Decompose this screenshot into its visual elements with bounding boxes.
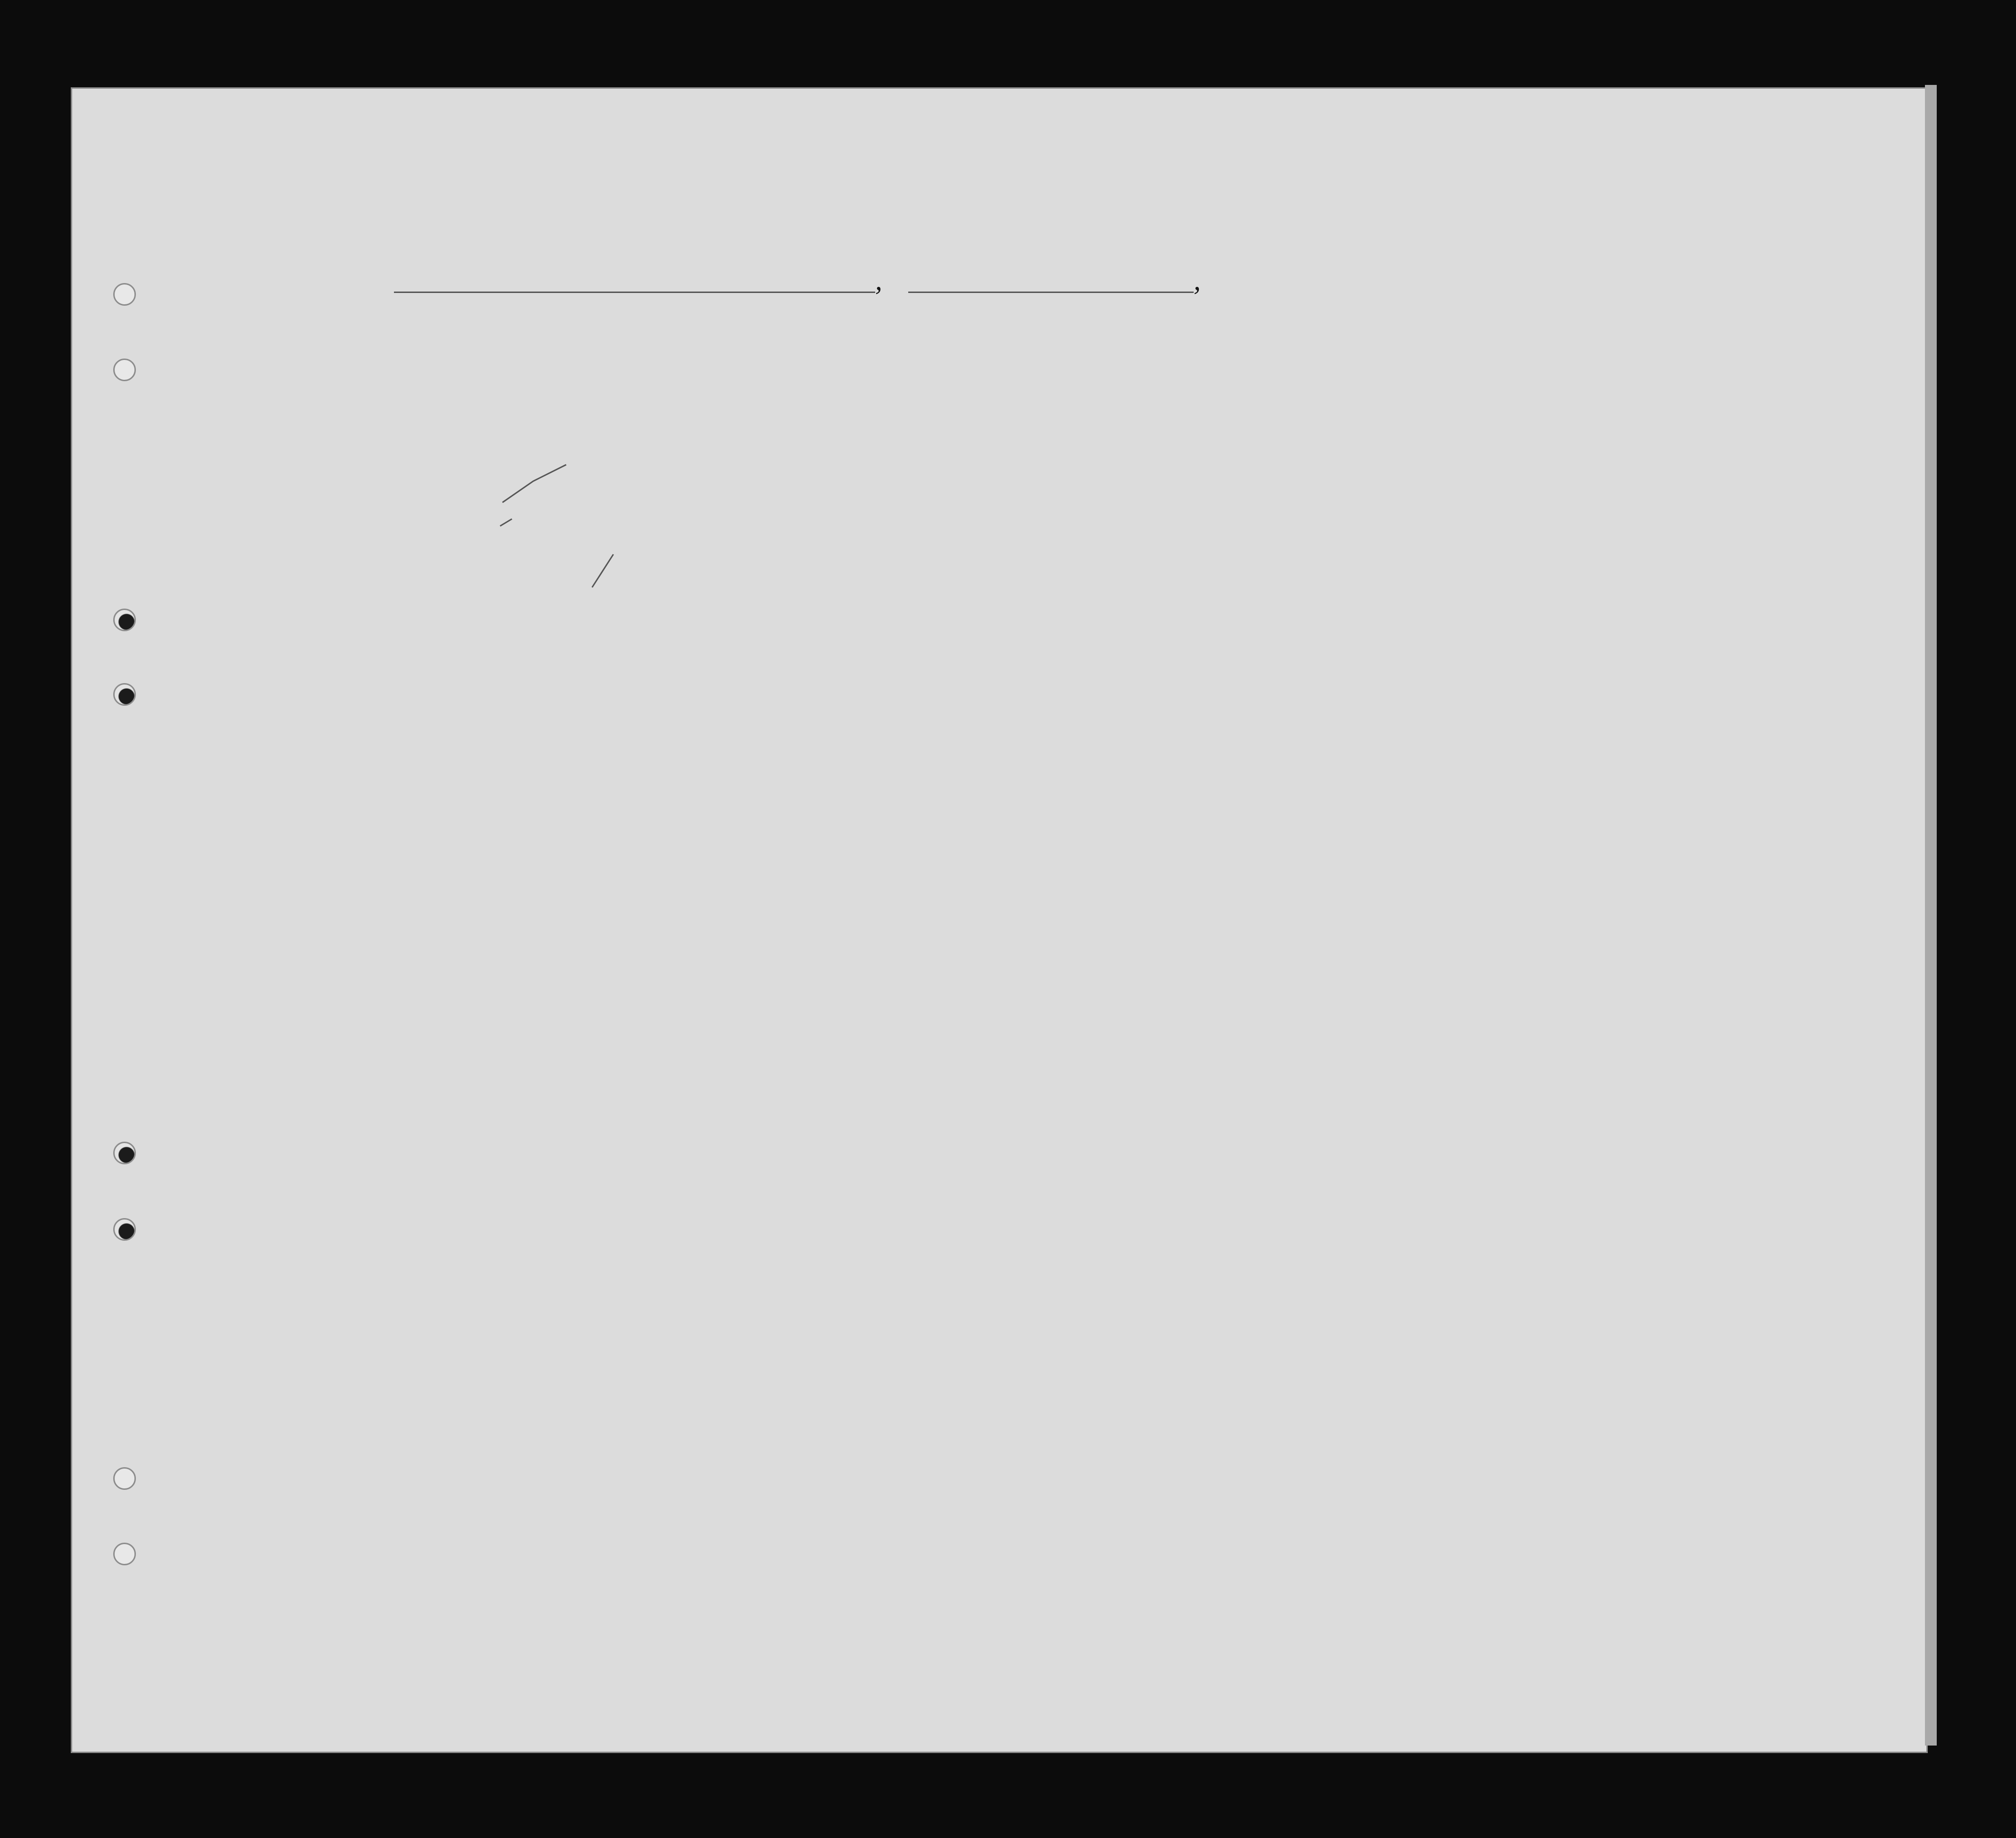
comma: , <box>1194 265 1201 296</box>
comma: , <box>875 265 882 296</box>
